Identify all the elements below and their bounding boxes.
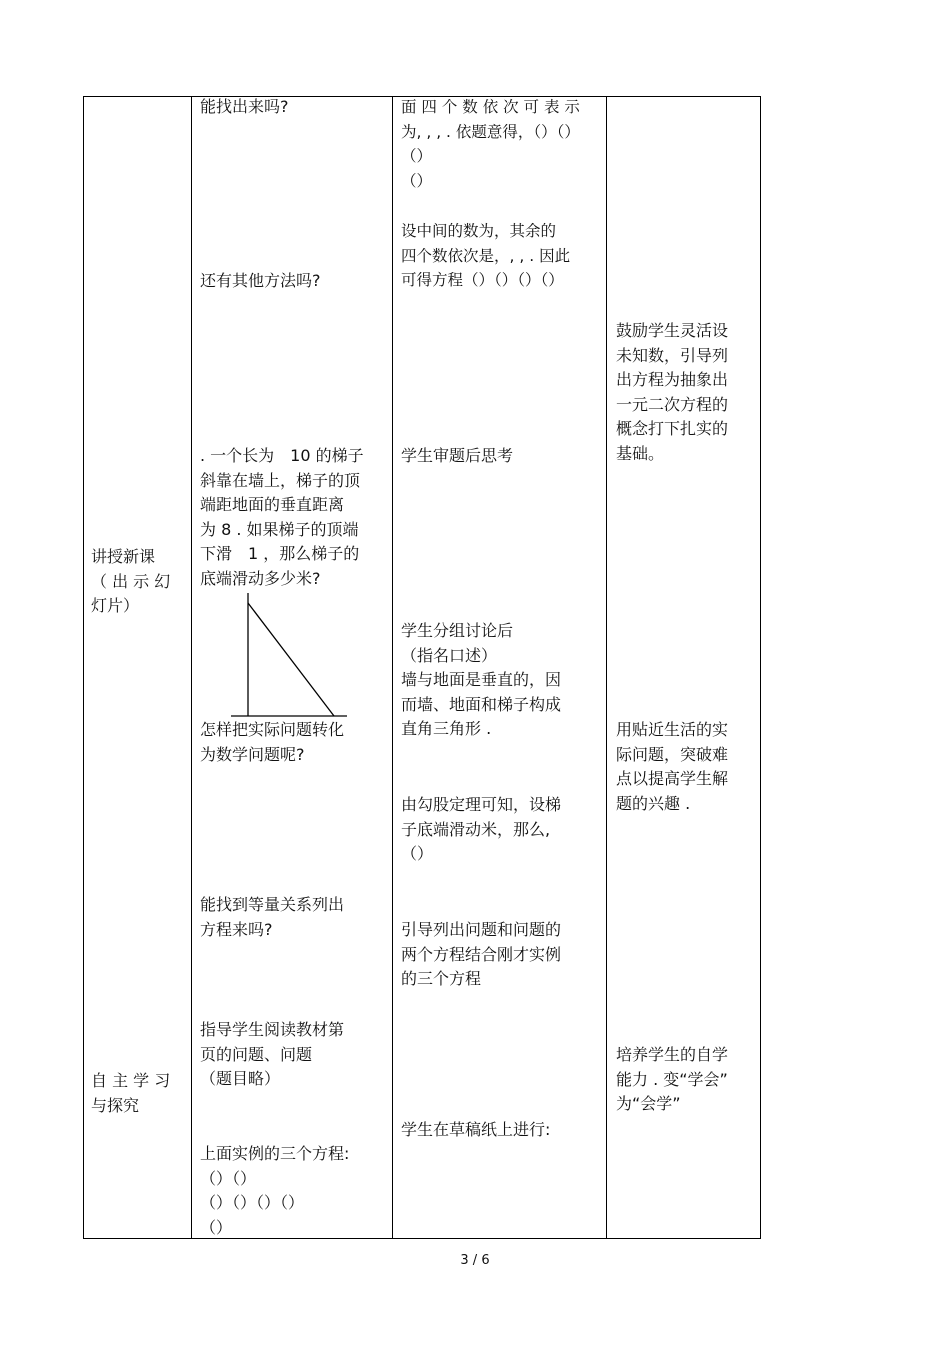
teacher-text-4: 怎样把实际问题转化 为数学问题呢? bbox=[200, 720, 345, 764]
teacher-text-6: 指导学生阅读教材第 页的问题、问题 （题目略） bbox=[200, 1020, 345, 1088]
design-intent-1: 鼓励学生灵活设 未知数，引导列 出方程为抽象出 一元二次方程的 概念打下扎实的 基础。 bbox=[616, 321, 729, 463]
row-label-lecture: 讲授新课 （ 出 示 幻 灯片） bbox=[91, 547, 171, 615]
student-text-3: 学生审题后思考 bbox=[401, 446, 514, 465]
student-text-4: 学生分组讨论后 （指名口述） 墙与地面是垂直的，因 而墙、地面和梯子构成 直角三角形 . bbox=[401, 621, 562, 738]
ladder-line bbox=[248, 603, 334, 716]
design-intent-3: 培养学生的自学 能力 . 变“学会” 为“会学” bbox=[616, 1045, 729, 1113]
design-intent-2: 用贴近生活的实 际问题，突破难 点以提高学生解 题的兴趣 . bbox=[616, 720, 729, 813]
page-number: 3 / 6 bbox=[460, 1253, 490, 1268]
student-text-6: 引导列出问题和问题的 两个方程结合刚才实例 的三个方程 bbox=[401, 920, 562, 988]
student-text-2: 设中间的数为，其余的 四个数依次是，, , . 因此 可得方程（）（）（）（） bbox=[401, 222, 571, 289]
teacher-text-5: 能找到等量关系列出 方程来吗? bbox=[200, 895, 345, 939]
teacher-ladder-problem: . 一个长为 10 的梯子 斜靠在墙上，梯子的顶 端距地面的垂直距离 为 8 . 如果梯子的顶端 下滑 1 ，那么梯子的 底端滑动多少米? bbox=[200, 446, 364, 588]
student-text-1: 面 四 个 数 依 次 可 表 示 为, , , . 依题意得，（）（） （） （） bbox=[401, 98, 580, 190]
student-text-7: 学生在草稿纸上进行: bbox=[401, 1120, 551, 1139]
teacher-text-7: 上面实例的三个方程: （）（） （）（）（）（） （） bbox=[200, 1144, 350, 1237]
teacher-text-1: 能找出来吗? bbox=[200, 97, 289, 116]
row-label-self-study: 自 主 学 习 与探究 bbox=[91, 1071, 171, 1115]
teacher-text-2: 还有其他方法吗? bbox=[200, 271, 321, 290]
student-text-5: 由勾股定理可知，设梯 子底端滑动米，那么, （） bbox=[401, 795, 562, 863]
